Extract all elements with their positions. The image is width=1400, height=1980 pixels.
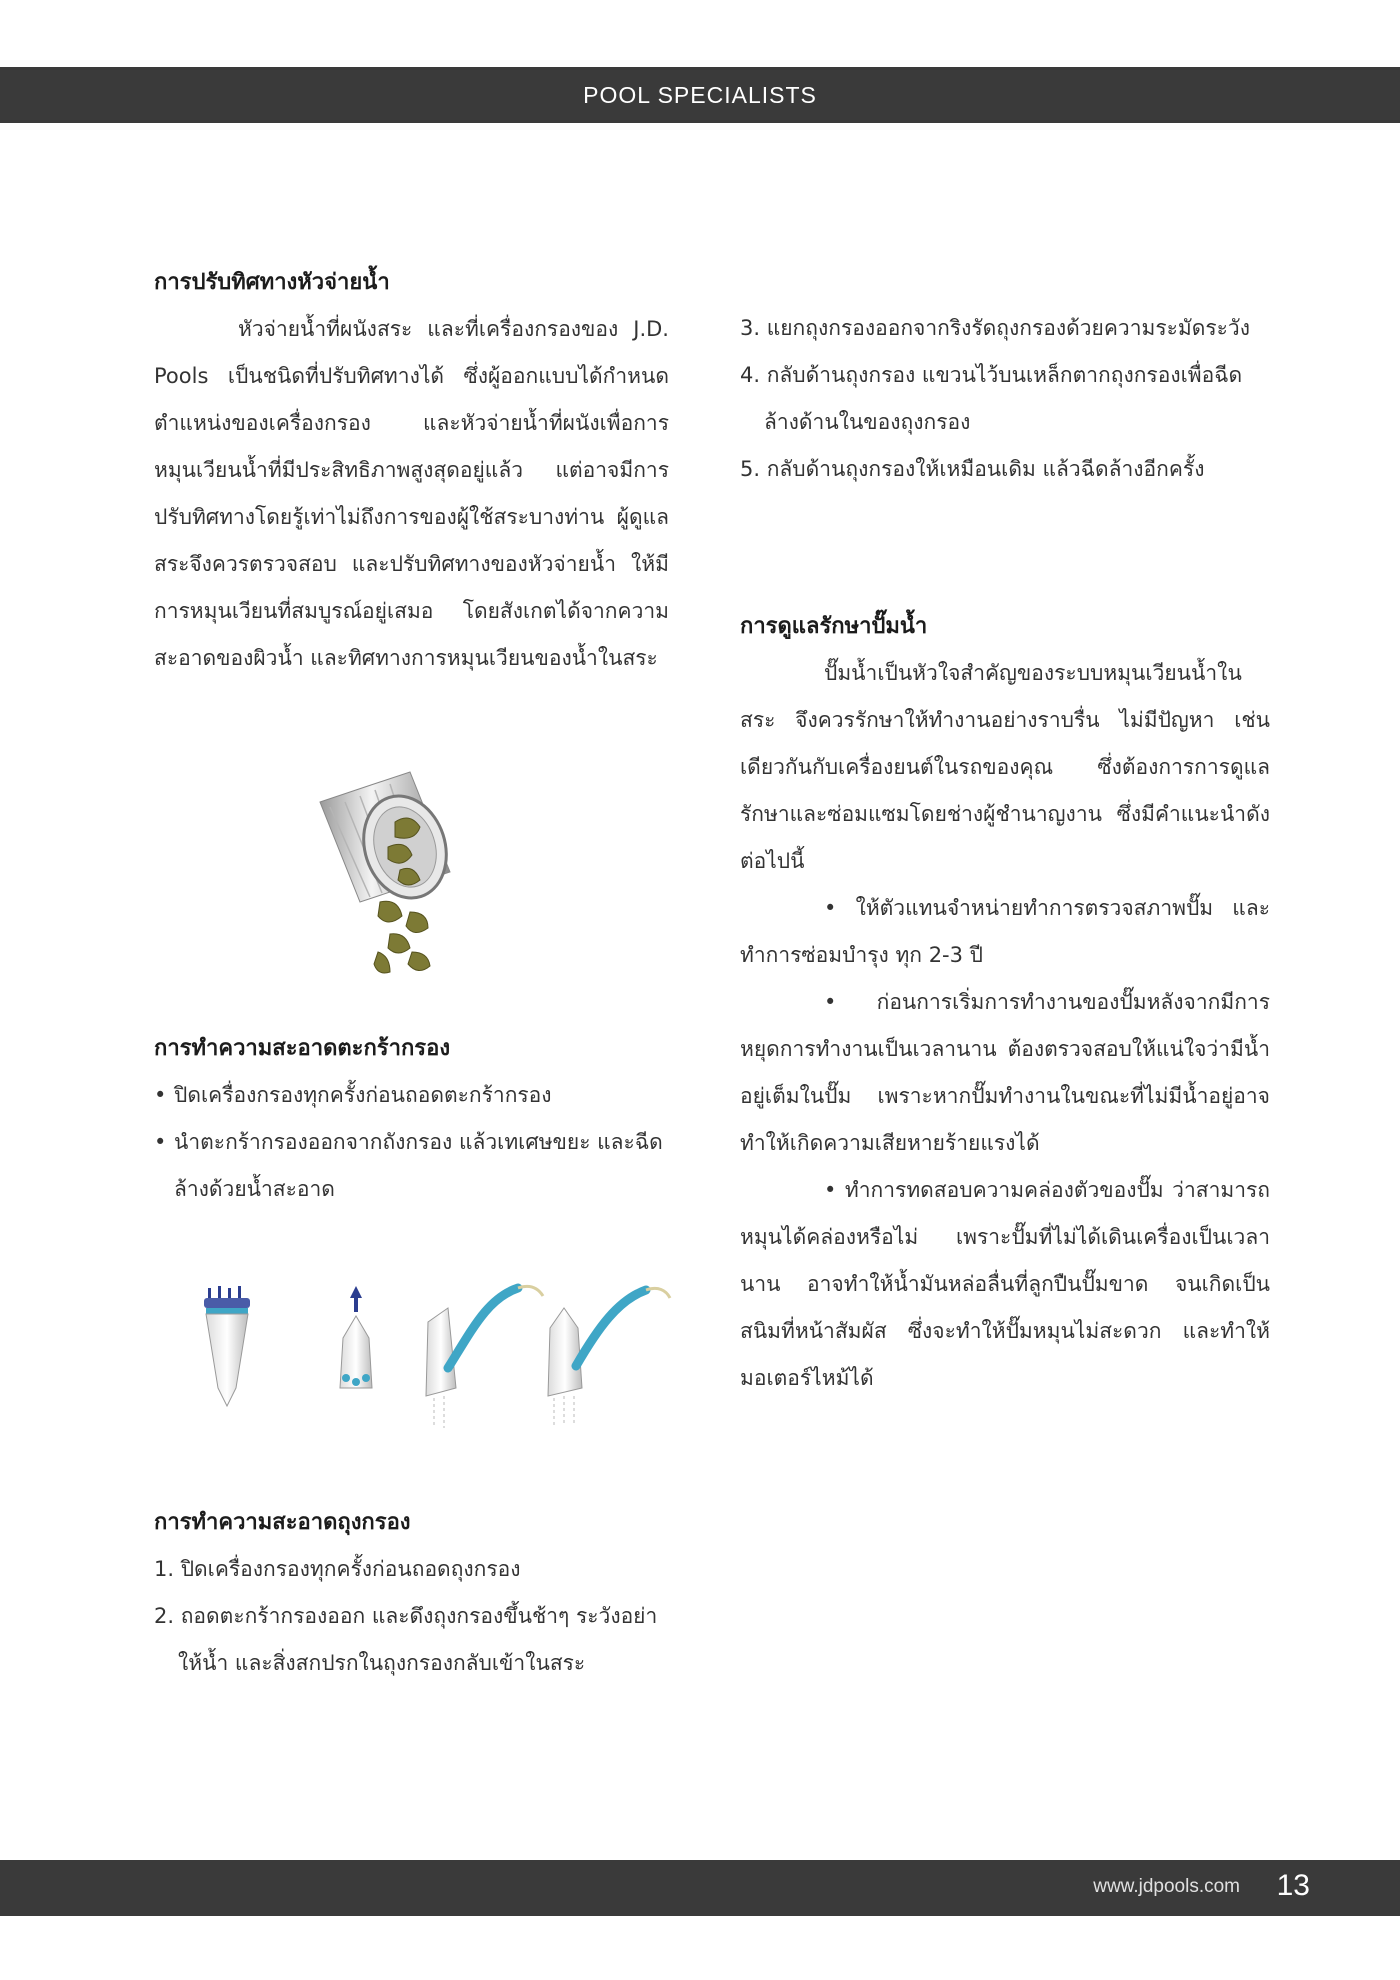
paragraph-nozzle-adjustment: หัวจ่ายน้ำที่ผนังสระ และที่เครื่องกรองของ J.D. Pools เป็นชนิดที่ปรับทิศทางได้ ซึ่งผู้ออกแบบได้กำหนดตำแหน่งของเครื่องกรอง และหัวจ่ายน้ำที่ผนังเพื่อการหมุนเวียนน้ำที่มีประสิทธิภาพสูงสุดอยู่แล้ว แต่อาจมีการปรับทิศทางโดยรู้เท่าไม่ถึงการของผู้ใช้สระบางท่าน ผู้ดูแลสระจึงควรตรวจสอบ และปรับทิศทางของหัวจ่ายน้ำ ให้มีการหมุนเวียนที่สมบูรณ์อยู่เสมอ โดยสังเกตได้จากความสะอาดของผิวน้ำ และทิศทางการหมุนเวียนของน้ำในสระ [154,317,669,670]
heading-bag-cleaning: การทำความสะอาดถุงกรอง [154,1510,411,1535]
list-item: • นำตะกร้ากรองออกจากถังกรอง แล้วเทเศษขยะ และฉีดล้างด้วยน้ำสะอาด [154,1119,669,1213]
filter-bag-cleaning-illustration [198,1278,688,1448]
heading-pump-care: การดูแลรักษาปั๊มน้ำ [740,614,928,639]
list-item: 3. แยกถุงกรองออกจากริงรัดถุงกรองด้วยความระมัดระวัง [740,316,1250,340]
section-bag-cleaning [154,1508,669,1687]
paragraph-pump-tip-2: • ก่อนการเริ่มการทำงานของปั๊มหลังจากมีการหยุดการทำงานเป็นเวลานาน ต้องตรวจสอบให้แน่ใจว่ามีน้ำอยู่เต็มในปั๊ม เพราะหากปั๊มทำงานในขณะที่ไม่มีน้ำอยู่อาจทำให้เกิดความเสียหายร้ายแรงได้ [740,990,1270,1155]
bag-with-ring-icon [204,1286,250,1406]
heading-basket-cleaning: การทำความสะอาดตะกร้ากรอง [154,1036,451,1061]
paragraph-pump-tip-1: • ให้ตัวแทนจำหน่ายทำการตรวจสภาพปั๊ม และทำการซ่อมบำรุง ทุก 2-3 ปี [740,896,1270,967]
section-nozzle-adjustment [154,268,669,682]
heading-nozzle-adjustment: การปรับทิศทางหัวจ่ายน้ำ [154,270,390,295]
list-item: 4. กลับด้านถุงกรอง แขวนไว้บนเหล็กตากถุงกรองเพื่อฉีดล้างด้านในของถุงกรอง [740,363,1243,434]
footer-website: www.jdpools.com [1093,1876,1240,1897]
page-number: 13 [1276,1869,1310,1902]
bag-cleaning-list [154,1546,669,1687]
footer-bar [0,1860,1400,1916]
header-bar [0,67,1400,123]
header-title: POOL SPECIALISTS [583,81,817,108]
section-basket-cleaning [154,1034,669,1213]
bag-removal-icon [340,1286,372,1388]
skimmer-basket-illustration [300,762,490,992]
section-pump-care [740,612,1270,1402]
list-item: 1. ปิดเครื่องกรองทุกครั้งก่อนถอดถุงกรอง [154,1557,521,1581]
list-item: 5. กลับด้านถุงกรองให้เหมือนเดิม แล้วฉีดล้างอีกครั้ง [740,457,1205,481]
list-item: 2. ถอดตะกร้ากรองออก และดึงถุงกรองขึ้นช้าๆ ระวังอย่าให้น้ำ และสิ่งสกปรกในถุงกรองกลับเข้าในสระ [154,1604,658,1675]
bag-rinse-icon-1 [426,1286,543,1428]
bag-rinse-icon-2 [548,1288,670,1426]
bag-cleaning-list-continued [740,305,1270,493]
bag-cleaning-steps [740,305,1270,493]
basket-cleaning-list [154,1072,669,1213]
paragraph-pump-tip-3: • ทำการทดสอบความคล่องตัวของปั๊ม ว่าสามารถหมุนได้คล่องหรือไม่ เพราะปั๊มที่ไม่ได้เดินเครื่องเป็นเวลานาน อาจทำให้น้ำมันหล่อลื่นที่ลูกปืนปั๊มขาด จนเกิดเป็นสนิมที่หน้าสัมผัส ซึ่งจะทำให้ปั๊มหมุนไม่สะดวก และทำให้มอเตอร์ไหม้ได้ [740,1178,1270,1390]
list-item: • ปิดเครื่องกรองทุกครั้งก่อนถอดตะกร้ากรอง [154,1072,669,1119]
paragraph-pump-intro: ปั๊มน้ำเป็นหัวใจสำคัญของระบบหมุนเวียนน้ำในสระ จึงควรรักษาให้ทำงานอย่างราบรื่น ไม่มีปัญหา เช่นเดียวกันกับเครื่องยนต์ในรถของคุณ ซึ่งต้องการการดูแลรักษาและซ่อมแซมโดยช่างผู้ชำนาญงาน ซึ่งมีคำแนะนำดังต่อไปนี้ [740,661,1270,873]
